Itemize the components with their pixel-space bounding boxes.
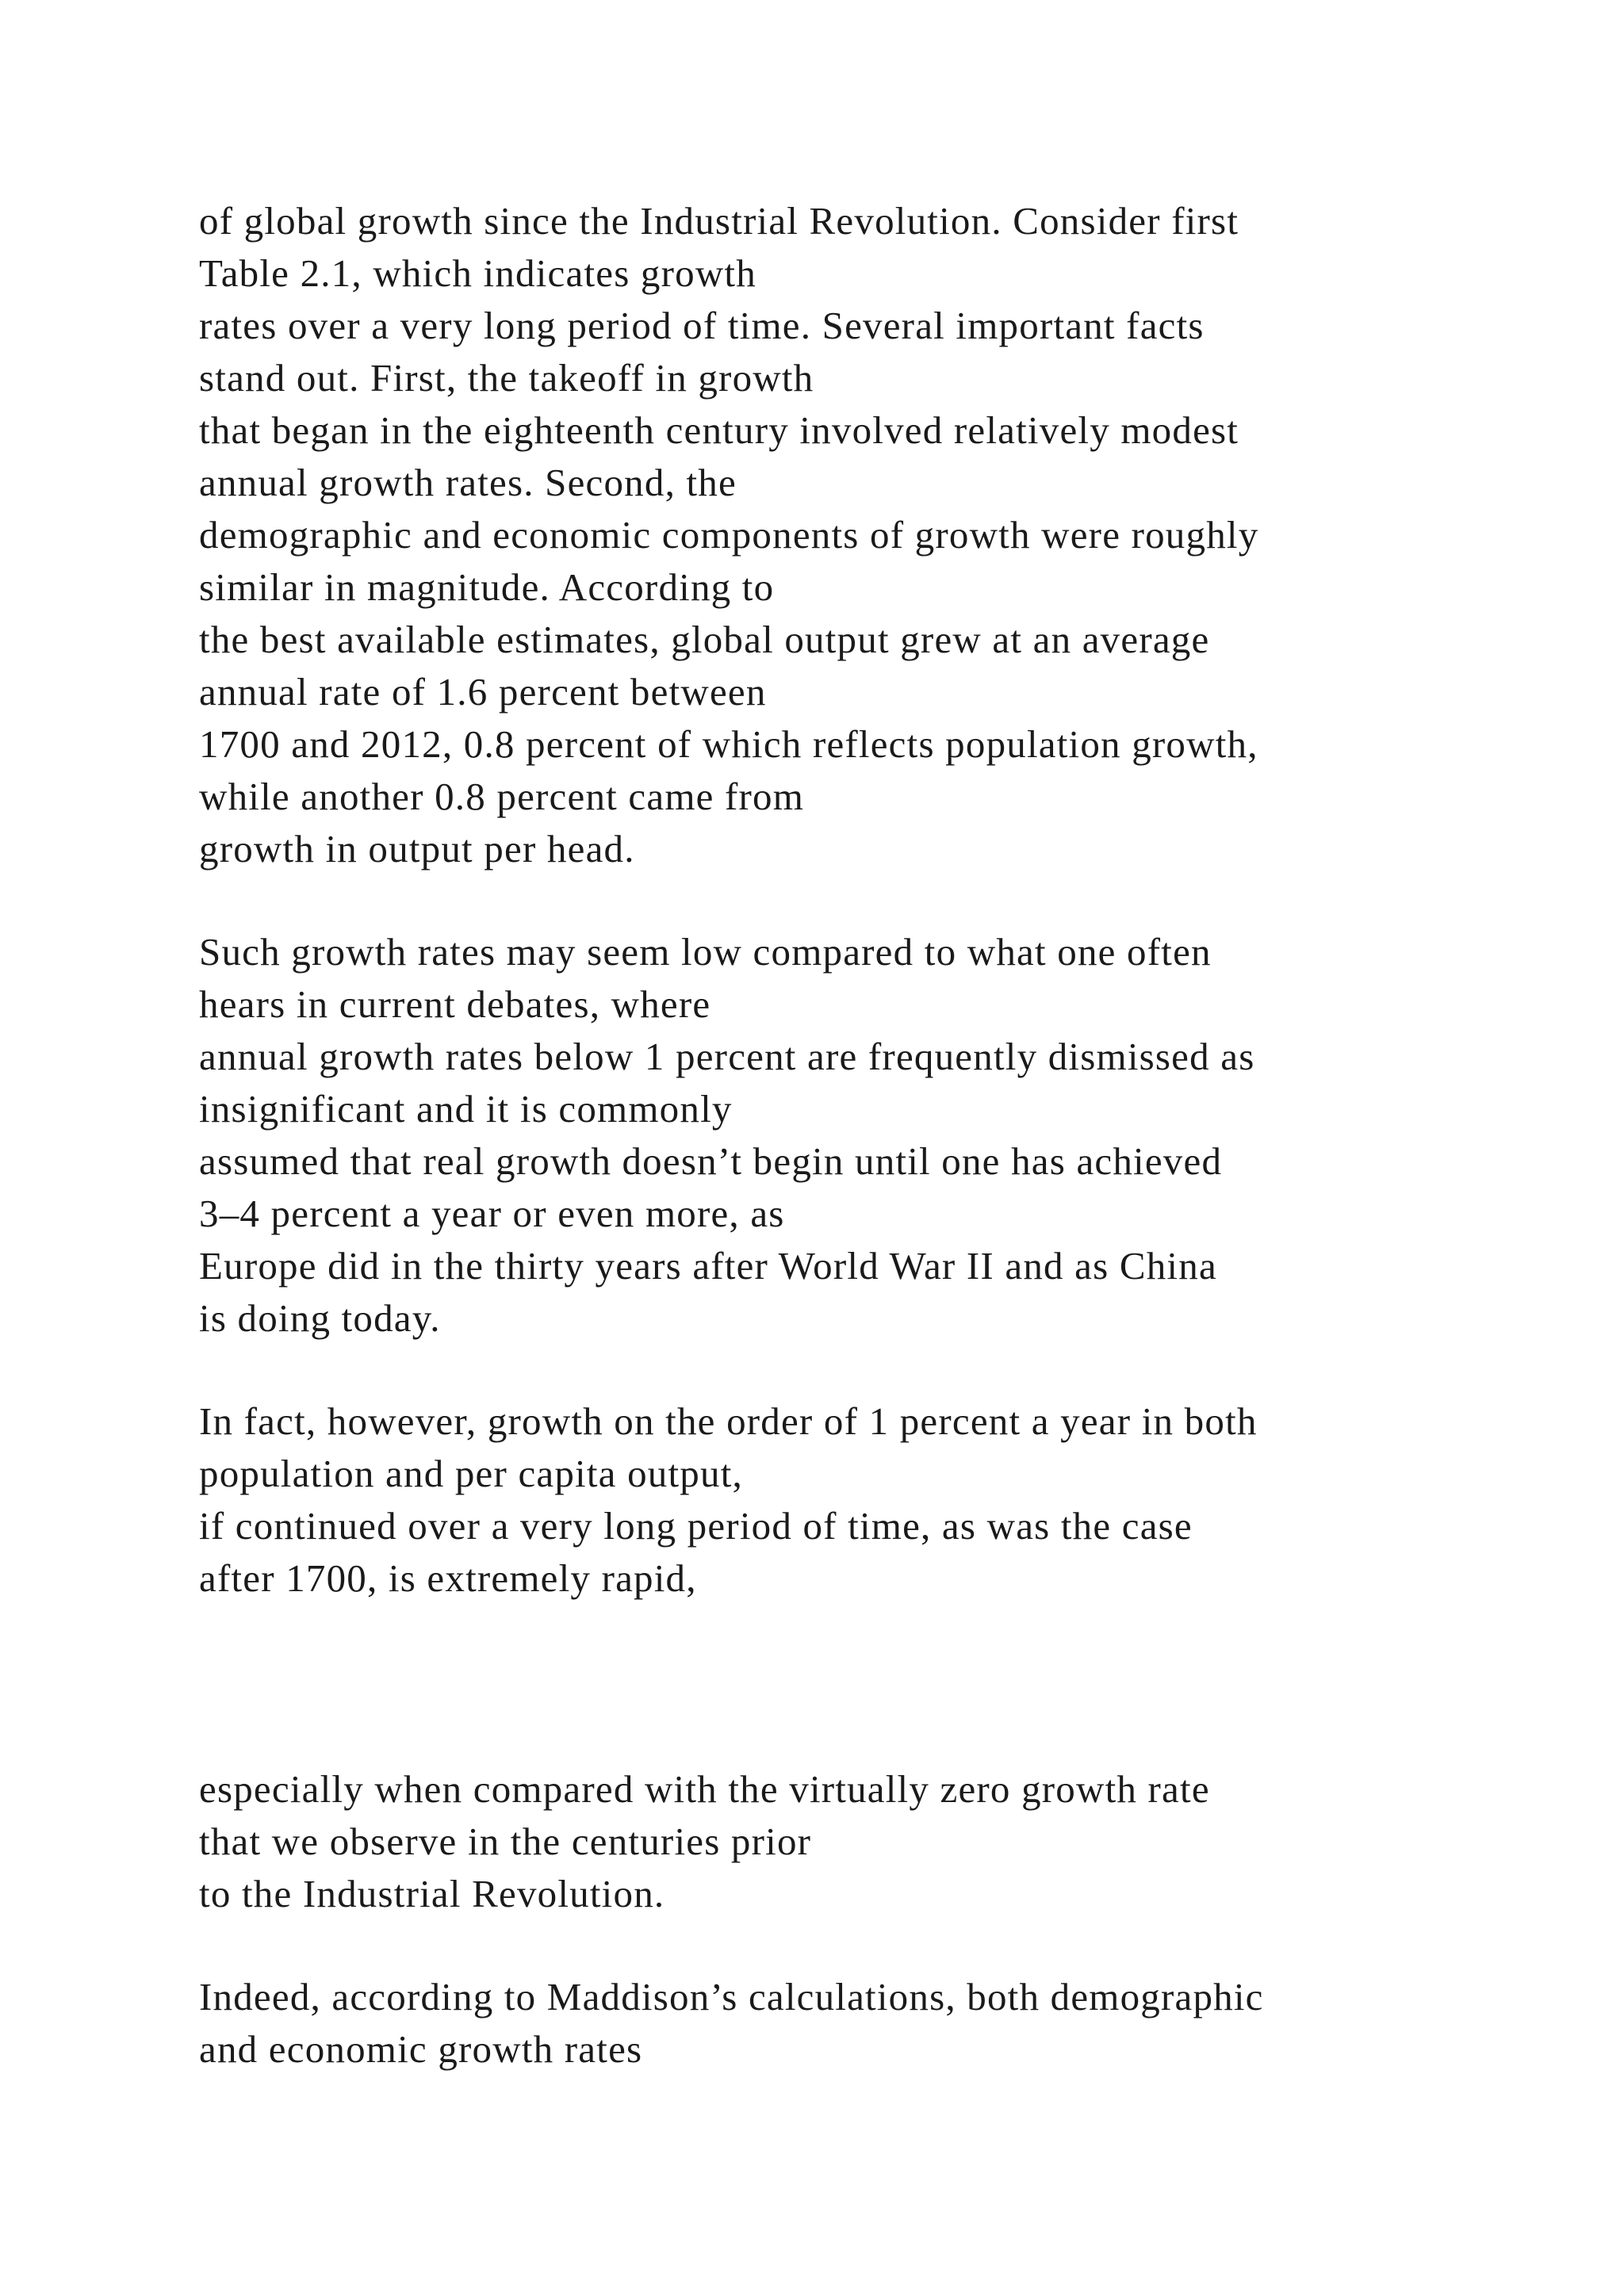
paragraph-2 (199, 926, 1547, 1345)
text-line: annual rate of 1.6 percent between (199, 670, 767, 714)
paragraph-gap (199, 875, 1547, 926)
text-line: to the Industrial Revolution. (199, 1872, 665, 1915)
text-line: is doing today. (199, 1296, 441, 1340)
text-line: Europe did in the thirty years after World War II and as China (199, 1244, 1217, 1288)
paragraph-1 (199, 195, 1547, 875)
text-line: growth in output per head. (199, 827, 635, 871)
text-line: 1700 and 2012, 0.8 percent of which reflects population growth, (199, 722, 1258, 766)
text-line: annual growth rates below 1 percent are frequently dismissed as (199, 1035, 1255, 1078)
paragraph-3 (199, 1395, 1547, 1605)
text-line: similar in magnitude. According to (199, 565, 775, 609)
text-line: Such growth rates may seem low compared to what one often (199, 930, 1212, 974)
text-line: Table 2.1, which indicates growth (199, 251, 756, 295)
paragraph-4 (199, 1763, 1547, 1920)
text-line: 3–4 percent a year or even more, as (199, 1192, 785, 1235)
text-line: that we observe in the centuries prior (199, 1820, 812, 1863)
text-line: insignificant and it is commonly (199, 1087, 733, 1131)
text-line: demographic and economic components of growth were roughly (199, 513, 1259, 557)
text-line: the best available estimates, global output grew at an average (199, 618, 1210, 661)
text-line: and economic growth rates (199, 2027, 643, 2071)
document-body (199, 195, 1547, 2076)
text-line: hears in current debates, where (199, 982, 711, 1026)
text-line: especially when compared with the virtually zero growth rate (199, 1767, 1210, 1811)
text-line: Indeed, according to Maddison’s calculations, both demographic (199, 1975, 1264, 2019)
text-line: if continued over a very long period of time, as was the case (199, 1504, 1193, 1548)
text-line: rates over a very long period of time. Several important facts (199, 304, 1205, 347)
text-line: that began in the eighteenth century involved relatively modest (199, 408, 1239, 452)
text-line: annual growth rates. Second, the (199, 461, 737, 504)
paragraph-gap (199, 1345, 1547, 1395)
paragraph-gap (199, 1920, 1547, 1971)
text-line: population and per capita output, (199, 1452, 743, 1495)
text-line: of global growth since the Industrial Revolution. Consider first (199, 199, 1239, 243)
text-line: after 1700, is extremely rapid, (199, 1556, 697, 1600)
text-line: assumed that real growth doesn’t begin until one has achieved (199, 1139, 1223, 1183)
text-line: stand out. First, the takeoff in growth (199, 356, 814, 400)
text-line: In fact, however, growth on the order of 1 percent a year in both (199, 1399, 1258, 1443)
section-gap (199, 1605, 1547, 1763)
text-line: while another 0.8 percent came from (199, 775, 805, 818)
paragraph-5 (199, 1971, 1547, 2076)
